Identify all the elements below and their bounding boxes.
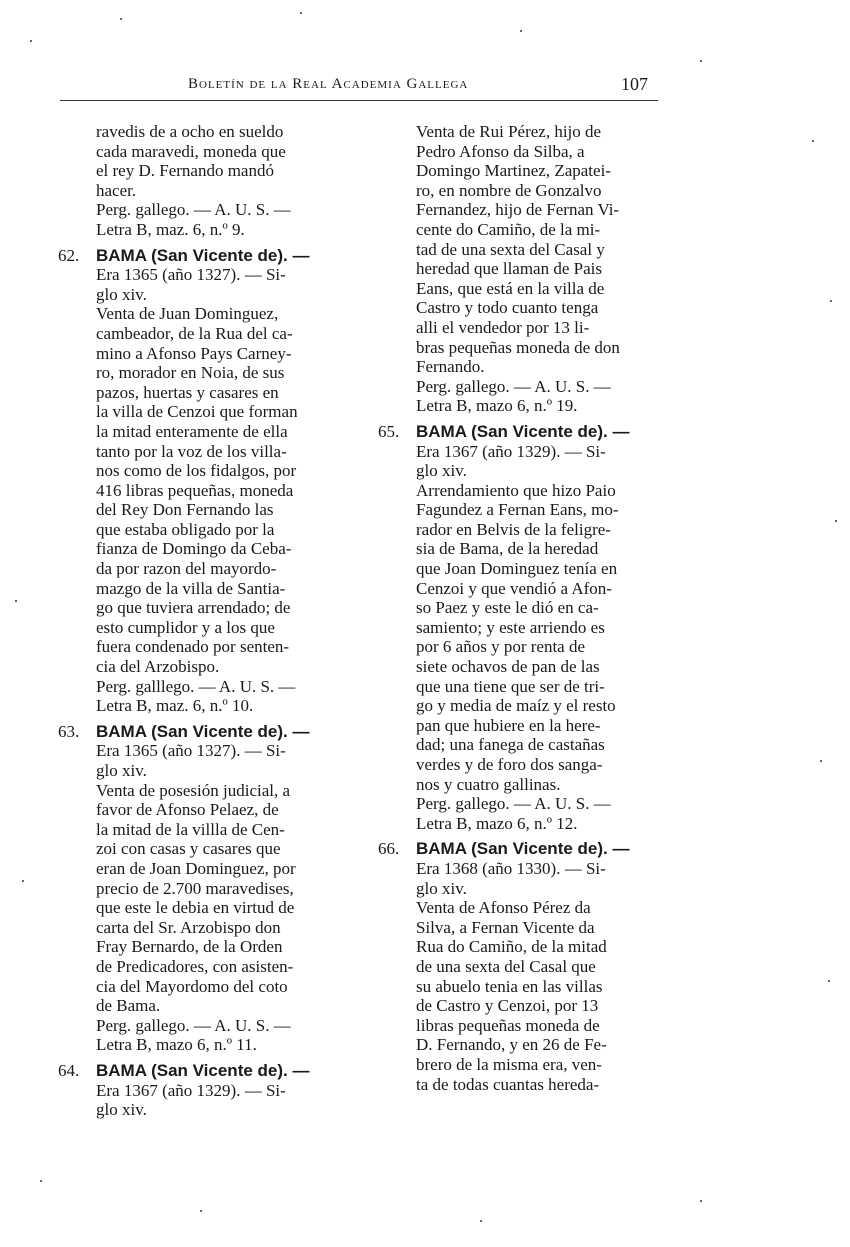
entry-number: 63. bbox=[58, 721, 80, 741]
entry-text-line: eran de Joan Dominguez, por bbox=[96, 858, 296, 878]
entry-text-line: so Paez y este le dió en ca- bbox=[416, 598, 599, 618]
entry-text-line: glo xiv. bbox=[416, 878, 467, 898]
continuation-line: el rey D. Fernando mandó bbox=[96, 161, 274, 181]
entry-title: BAMA (San Vicente de). — bbox=[96, 721, 310, 741]
entry-text-line: sia de Bama, de la heredad bbox=[416, 539, 599, 559]
entry-text-line: de Bama. bbox=[96, 996, 161, 1016]
entry-text-line: fianza de Domingo da Ceba- bbox=[96, 539, 292, 559]
entry-text-line: favor de Afonso Pelaez, de bbox=[96, 800, 279, 820]
entry-text-line: cia del Arzobispo. bbox=[96, 657, 220, 677]
entry-text-line: la mitad de la villla de Cen- bbox=[96, 819, 285, 839]
scan-speckle bbox=[40, 1180, 42, 1182]
scan-speckle bbox=[120, 18, 122, 20]
continuation-line: Venta de Rui Pérez, hijo de bbox=[416, 122, 602, 141]
continuation-line: Castro y todo cuanto tenga bbox=[416, 298, 599, 318]
entry-text-line: tanto por la voz de los villa- bbox=[96, 441, 287, 461]
entry-text-line: fuera condenado por senten- bbox=[96, 637, 290, 657]
scan-speckle bbox=[700, 1200, 702, 1202]
entry-text-line: verdes y de foro dos sanga- bbox=[416, 755, 603, 774]
entry-text-line: Rua do Camiño, de la mitad bbox=[416, 937, 607, 957]
entry-text-line: D. Fernando, y en 26 de Fe- bbox=[416, 1035, 607, 1055]
entry-text-line: Era 1367 (año 1329). — Si- bbox=[96, 1080, 286, 1100]
entry-heading bbox=[58, 722, 350, 742]
entry-text-line: pazos, huertas y casares en bbox=[96, 382, 279, 402]
continuation-line: ro, en nombre de Gonzalvo bbox=[416, 180, 602, 200]
entry-text-line: de una sexta del Casal que bbox=[416, 956, 596, 976]
entry-heading bbox=[378, 839, 668, 859]
entry-text-line: Era 1365 (año 1327). — Si- bbox=[96, 741, 286, 761]
entry-text-line: cia del Mayordomo del coto bbox=[96, 976, 288, 996]
entry-text-line: Fagundez a Fernan Eans, mo- bbox=[416, 500, 619, 520]
entry-text-line: glo xiv. bbox=[96, 1100, 147, 1120]
continuation-line: tad de una sexta del Casal y bbox=[416, 239, 605, 259]
scan-speckle bbox=[480, 1220, 482, 1222]
entry-text-line: siete ochavos de pan de las bbox=[416, 657, 600, 677]
entry-63 bbox=[58, 722, 350, 1055]
entry-text-line: go y media de maíz y el resto bbox=[416, 696, 616, 716]
entry-text-line: nos como de los fidalgos, por bbox=[96, 461, 297, 481]
left-column bbox=[58, 122, 350, 1120]
page-header bbox=[60, 72, 658, 102]
entry-66 bbox=[378, 839, 668, 1094]
entry-text-line: del Rey Don Fernando las bbox=[96, 500, 274, 520]
entry-text-line: de Predicadores, con asisten- bbox=[96, 956, 294, 976]
entry-text-line: Venta de posesión judicial, a bbox=[96, 780, 291, 800]
entry-text-line: Era 1368 (año 1330). — Si- bbox=[416, 858, 606, 878]
entry-text-line: mino a Afonso Pays Carney- bbox=[96, 343, 292, 363]
entry-64 bbox=[58, 1061, 350, 1120]
entry-text-line: samiento; y este arriendo es bbox=[416, 617, 605, 637]
continuation-line: ravedis de a ocho en sueldo bbox=[96, 122, 284, 141]
entry-text-line: Letra B, maz. 6, n.º 10. bbox=[96, 696, 254, 716]
scan-speckle bbox=[30, 40, 32, 42]
scan-speckle bbox=[15, 600, 17, 602]
scan-speckle bbox=[835, 520, 837, 522]
entry-number: 66. bbox=[378, 839, 400, 859]
entry-text-line: glo xiv. bbox=[96, 284, 147, 304]
entry-text-line: que estaba obligado por la bbox=[96, 519, 275, 539]
continuation-line: cente do Camiño, de la mi- bbox=[416, 219, 601, 239]
continuation-line: Perg. gallego. — A. U. S. — bbox=[96, 200, 291, 220]
entry-text-line: por 6 años y por renta de bbox=[416, 637, 586, 657]
entry-text-line: Perg. gallego. — A. U. S. — bbox=[416, 794, 611, 814]
entry-text-line: glo xiv. bbox=[96, 761, 147, 780]
continuation-line: alli el vendedor por 13 li- bbox=[416, 317, 590, 337]
continuation-line: Letra B, maz. 6, n.º 9. bbox=[96, 219, 245, 239]
entry-heading bbox=[378, 422, 668, 442]
entry-text-line: Perg. gallego. — A. U. S. — bbox=[96, 1015, 291, 1035]
entry-text-line: pan que hubiere en la here- bbox=[416, 715, 601, 735]
entry-text-line: Silva, a Fernan Vicente da bbox=[416, 917, 595, 937]
entry-title: BAMA (San Vicente de). — bbox=[96, 1060, 310, 1080]
scan-speckle bbox=[828, 980, 830, 982]
scan-speckle bbox=[700, 60, 702, 62]
entry-title: BAMA (San Vicente de). — bbox=[416, 839, 630, 859]
entry-heading bbox=[58, 1061, 350, 1081]
entry-text-line: cambeador, de la Rua del ca- bbox=[96, 323, 293, 343]
scan-speckle bbox=[820, 760, 822, 762]
entry-number: 65. bbox=[378, 421, 400, 441]
entry-text-line: Era 1365 (año 1327). — Si- bbox=[96, 265, 286, 285]
continuation-line: Fernandez, hijo de Fernan Vi- bbox=[416, 200, 620, 220]
entry-title: BAMA (San Vicente de). — bbox=[416, 421, 630, 441]
entry-text-line: Perg. galllego. — A. U. S. — bbox=[96, 676, 296, 696]
continuation-line: hacer. bbox=[96, 180, 137, 200]
entry-text-line: go que tuviera arrendado; de bbox=[96, 598, 291, 618]
scan-speckle bbox=[520, 30, 522, 32]
entry-text-line: ta de todas cuantas hereda- bbox=[416, 1074, 600, 1094]
entry-text-line: que una tiene que ser de tri- bbox=[416, 676, 605, 696]
running-title: Boletín de la Real Academia Gallega bbox=[188, 76, 469, 92]
entry-number: 62. bbox=[58, 245, 80, 265]
continuation-line: Perg. gallego. — A. U. S. — bbox=[416, 376, 611, 396]
entry-heading bbox=[58, 246, 350, 266]
entry-text-line: que Joan Dominguez tenía en bbox=[416, 559, 618, 579]
continuation-line: heredad que llaman de Pais bbox=[416, 259, 602, 279]
continuation-line: Pedro Afonso da Silba, a bbox=[416, 141, 585, 161]
continuation-line: Letra B, mazo 6, n.º 19. bbox=[416, 396, 578, 416]
entry-text-line: su abuelo tenia en las villas bbox=[416, 976, 603, 996]
entry-text-line: Cenzoi y que vendió a Afon- bbox=[416, 578, 612, 598]
entry-text-line: Letra B, mazo 6, n.º 12. bbox=[416, 813, 578, 833]
entry-text-line: Venta de Afonso Pérez da bbox=[416, 898, 591, 918]
continuation-line: cada maravedi, moneda que bbox=[96, 141, 286, 161]
entry-text-line: esto cumplidor y a los que bbox=[96, 617, 275, 637]
entry-text-line: mazgo de la villa de Santia- bbox=[96, 578, 286, 598]
continuation-line: Eans, que está en la villa de bbox=[416, 278, 605, 298]
entry-text-line: 416 libras pequeñas, moneda bbox=[96, 480, 294, 500]
entry-65 bbox=[378, 422, 668, 833]
continuation-line: Domingo Martinez, Zapatei- bbox=[416, 161, 611, 181]
entry-text-line: precio de 2.700 maravedises, bbox=[96, 878, 294, 898]
entry-text-line: la mitad enteramente de ella bbox=[96, 421, 288, 441]
scan-speckle bbox=[812, 140, 814, 142]
continuation-line: bras pequeñas moneda de don bbox=[416, 337, 620, 357]
entry-text-line: carta del Sr. Arzobispo don bbox=[96, 917, 281, 937]
entry-text-line: da por razon del mayordo- bbox=[96, 559, 277, 579]
entry-text-line: glo xiv. bbox=[416, 461, 467, 481]
page-number: 107 bbox=[621, 74, 648, 94]
entry-text-line: rador en Belvis de la feligre- bbox=[416, 519, 611, 539]
entry-text-line: Venta de Juan Dominguez, bbox=[96, 304, 279, 324]
entry-text-line: de Castro y Cenzoi, por 13 bbox=[416, 996, 599, 1016]
entry-number: 64. bbox=[58, 1060, 80, 1080]
entry-text-line: Letra B, mazo 6, n.º 11. bbox=[96, 1035, 257, 1055]
entry-text-line: Fray Bernardo, de la Orden bbox=[96, 937, 283, 957]
scan-speckle bbox=[830, 300, 832, 302]
scan-speckle bbox=[200, 1210, 202, 1212]
entry-62 bbox=[58, 246, 350, 716]
entry-text-line: nos y cuatro gallinas. bbox=[416, 774, 561, 794]
entry-text-line: ro, morador en Noia, de sus bbox=[96, 363, 285, 383]
entry-text-line: Era 1367 (año 1329). — Si- bbox=[416, 441, 606, 461]
entry-title: BAMA (San Vicente de). — bbox=[96, 245, 310, 265]
entry-text-line: que este le debia en virtud de bbox=[96, 898, 295, 918]
continuation-line: Fernando. bbox=[416, 357, 485, 377]
scan-speckle bbox=[22, 880, 24, 882]
entry-text-line: la villa de Cenzoi que forman bbox=[96, 402, 298, 422]
entry-text-line: brero de la misma era, ven- bbox=[416, 1054, 602, 1074]
entry-text-line: zoi con casas y casares que bbox=[96, 839, 281, 859]
entry-text-line: libras pequeñas moneda de bbox=[416, 1015, 600, 1035]
entry-text-line: dad; una fanega de castañas bbox=[416, 735, 605, 755]
header-rule bbox=[60, 100, 658, 101]
scan-speckle bbox=[300, 12, 302, 14]
right-column bbox=[378, 122, 668, 1094]
entry-text-line: Arrendamiento que hizo Paio bbox=[416, 480, 616, 500]
